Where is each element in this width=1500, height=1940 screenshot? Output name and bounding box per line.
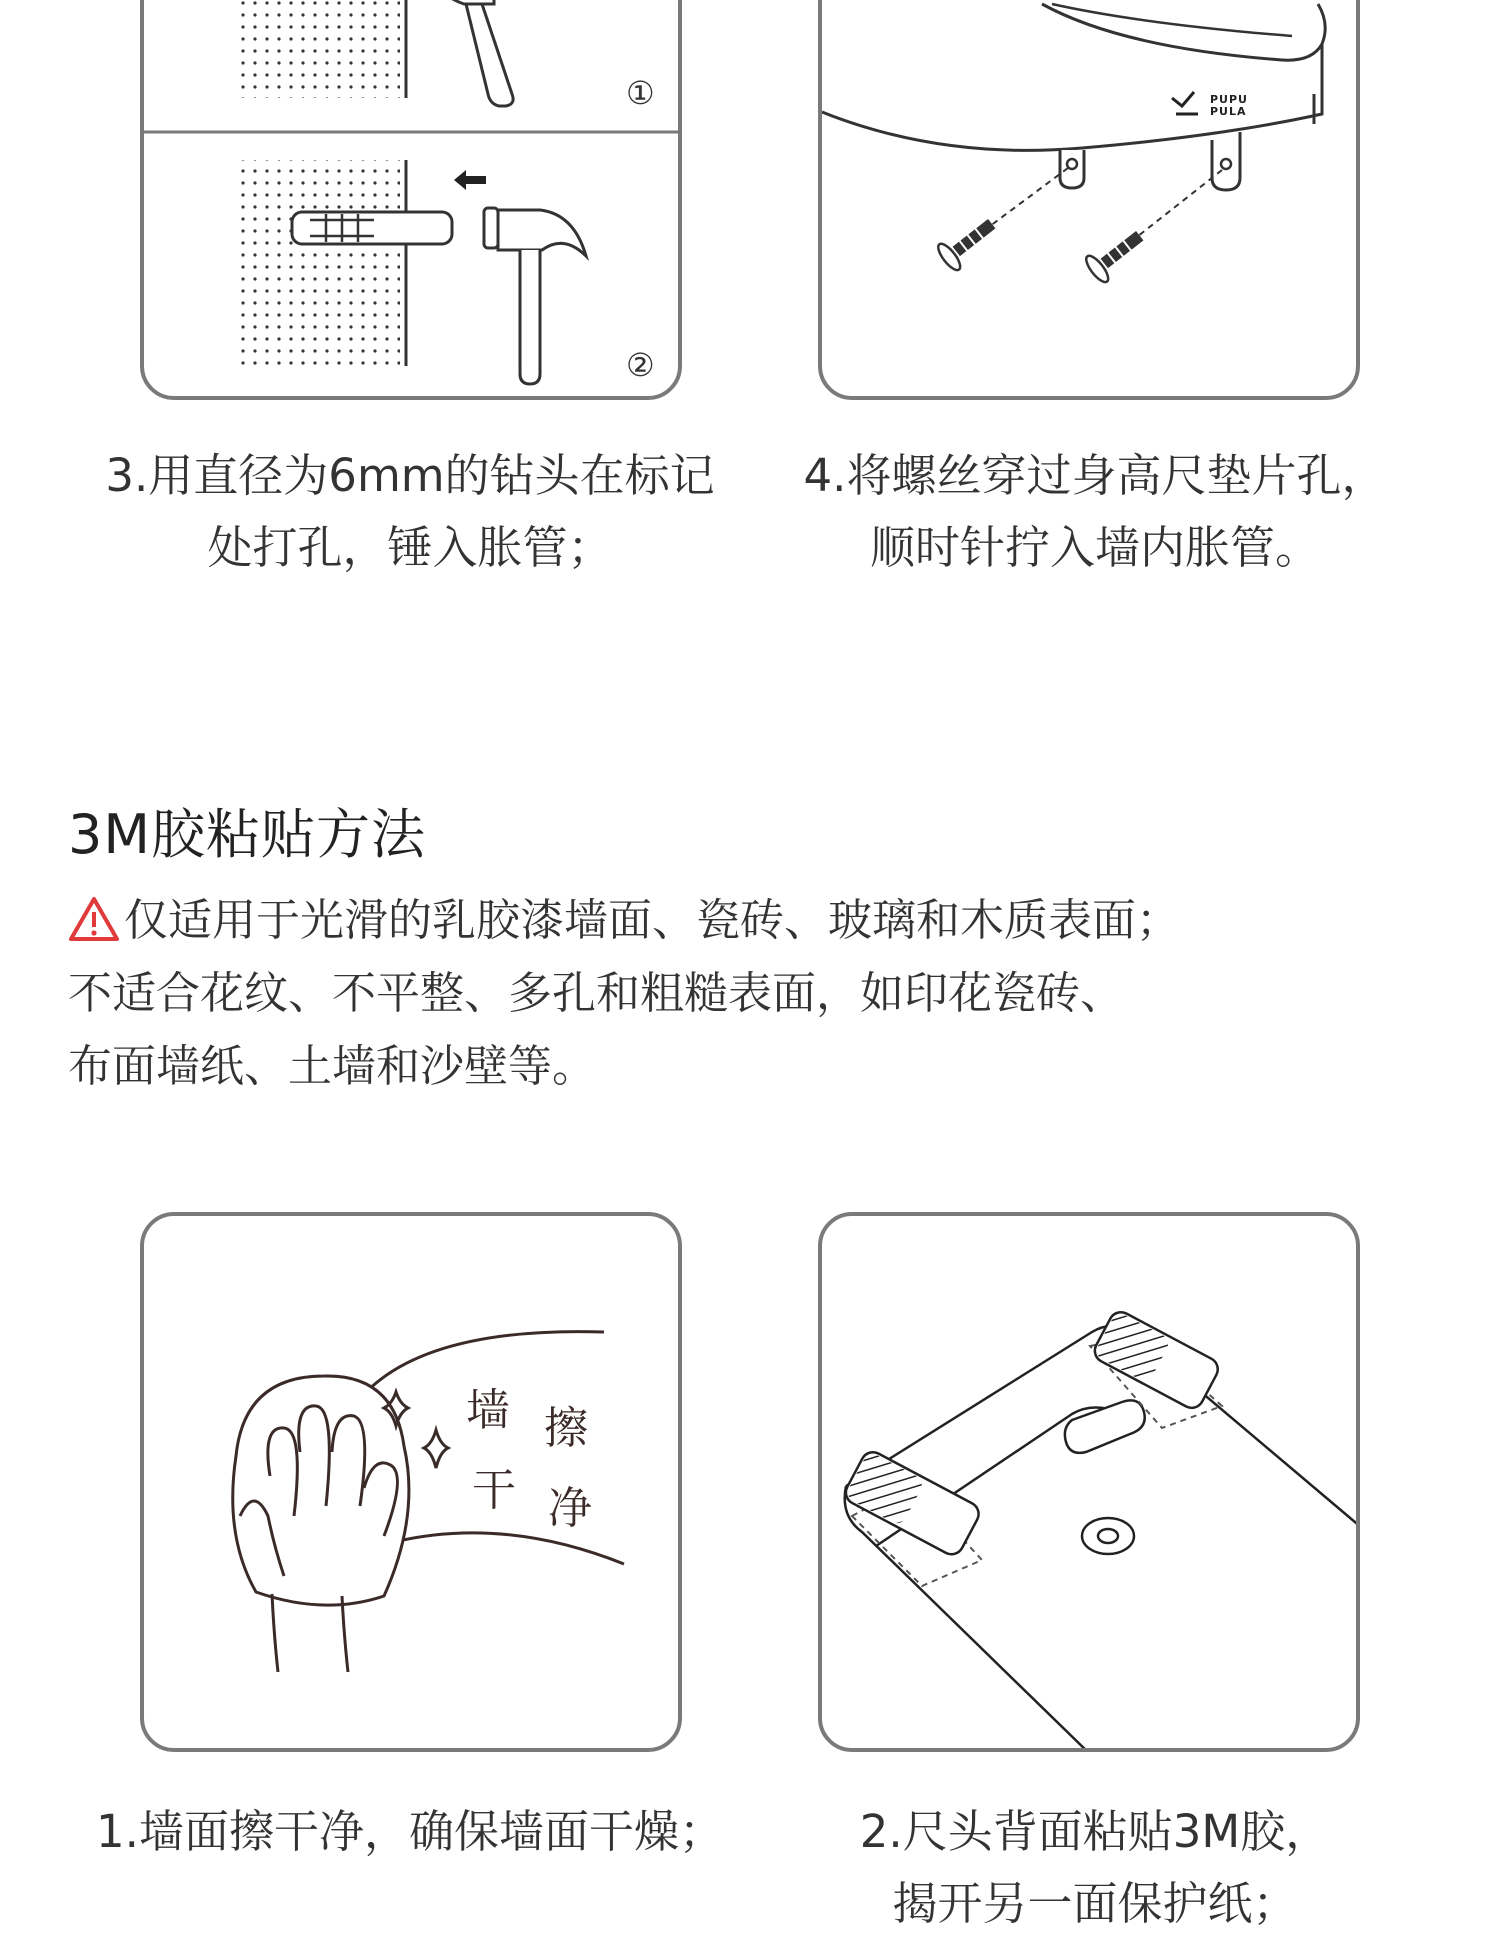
screw-mounting-illustration [822, 0, 1360, 400]
usage-notice [68, 884, 1448, 1103]
step-4-line2: 顺时针拧入墙内胀管。 [869, 521, 1320, 574]
tape-step-line2: 揭开另一面保护纸； [892, 1877, 1298, 1930]
step-marker-2: ② [626, 346, 655, 384]
wipe-step-caption [60, 1796, 760, 1868]
step-marker-1: ① [626, 74, 655, 112]
tape-step-line1: 2.尺头背面粘贴3M胶， [859, 1805, 1331, 1858]
step-4-line1: 4.将螺丝穿过身高尺垫片孔， [803, 449, 1387, 502]
warning-triangle-icon [68, 895, 120, 943]
step-3-line2: 处打孔，锤入胀管； [207, 521, 613, 574]
notice-line1 [68, 884, 1448, 957]
drill-illustration-panel [140, 0, 682, 400]
handwriting-wipe: 擦 [544, 1403, 588, 1454]
brand-logo-line1: PUPU [1210, 93, 1248, 106]
wipe-wall-illustration-panel [140, 1212, 682, 1752]
handwriting-clean: 净 [548, 1483, 592, 1534]
step-3-line1: 3.用直径为6mm的钻头在标记 [105, 449, 715, 502]
drill-hammer-illustration [144, 0, 682, 400]
step-3-caption [60, 440, 760, 584]
brand-logo [1210, 94, 1248, 118]
hand-wipe-illustration [144, 1216, 682, 1752]
handwriting-wall: 墙 [466, 1385, 510, 1436]
notice-line3: 布面墙纸、土墙和沙壁等。 [68, 1041, 596, 1092]
step-4-caption [750, 440, 1440, 584]
screw-illustration-panel [818, 0, 1360, 400]
section-title: 3M胶粘贴方法 [68, 803, 426, 866]
tape-illustration-panel [818, 1212, 1360, 1752]
notice-line1-text: 仅适用于光滑的乳胶漆墙面、瓷砖、玻璃和木质表面； [124, 895, 1180, 946]
notice-line2: 不适合花纹、不平整、多孔和粗糙表面，如印花瓷砖、 [68, 968, 1124, 1019]
wipe-step-line1: 1.墙面擦干净，确保墙面干燥； [96, 1805, 724, 1858]
ruler-head-tape-illustration [822, 1216, 1360, 1752]
handwriting-dry: 干 [472, 1465, 516, 1516]
tape-step-caption [750, 1796, 1440, 1940]
brand-logo-line2: PULA [1210, 105, 1247, 118]
